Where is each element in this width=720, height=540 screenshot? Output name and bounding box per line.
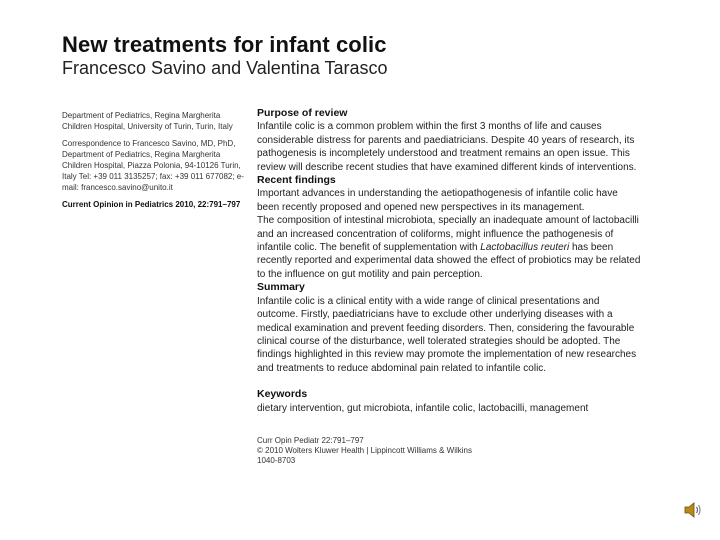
findings-heading: Recent findings [257, 174, 336, 187]
abstract-column [257, 107, 642, 415]
speaker-icon[interactable] [683, 500, 703, 520]
citation-line-1: Curr Opin Pediatr 22:791–797 [257, 436, 364, 445]
affiliation: Department of Pediatrics, Regina Margherita Children Hospital, University of Turin, Turin, Italy [62, 111, 233, 131]
paper-title: New treatments for infant colic [62, 32, 387, 57]
purpose-heading: Purpose of review [257, 107, 348, 119]
paper-authors: Francesco Savino and Valentina Tarasco [62, 58, 388, 78]
author-info-column [62, 110, 248, 216]
species-name: Lactobacillus reuteri [480, 242, 570, 254]
correspondence: Correspondence to Francesco Savino, MD, PhD, Department of Pediatrics, Regina Margherita Children Hospital, Piazza Polonia, 94-10126 Turin, Italy Tel: +39 011 3135257; fax: +39 011 677082; e-mail: francesco.savino@unito.it [62, 139, 244, 192]
summary-heading: Summary [257, 281, 305, 294]
findings-text-2-after: has been recently reported and experimental data showed the effect of probiotics may be related to the influence on gut motility and pain perception. [257, 242, 641, 280]
speaker-icon-graphic [683, 500, 703, 520]
keywords-heading: Keywords [257, 388, 308, 401]
findings-text-1: Important advances in understanding the aetiopathogenesis of infantile colic have been recently proposed and opened new perspectives in its management. [257, 188, 618, 213]
summary-text: Infantile colic is a clinical entity with a wide range of clinical presentations and outcome. Firstly, paediatricians have to exclude other underlying diseases with a medical examination and prevent feeding disorders. Then, considering the favourable clinical course of the disturbance, well tolerated strategies should be adopted. The findings highlighted in this review may promote the implementation of new researches and treatments to reduce abdominal pain related to infantile colic. [257, 295, 637, 374]
findings-text-2 [257, 214, 642, 281]
journal-reference: Current Opinion in Pediatrics 2010, 22:791–797 [62, 200, 241, 209]
purpose-text: Infantile colic is a common problem within the first 3 months of life and causes considerable distress for parents and paediatricians. Despite 40 years of research, its pathogenesis is incompletely understood and treatment remains an open issue. This review will describe recent studies that have examined different kinds of interventions. [257, 121, 637, 173]
keywords-text: dietary intervention, gut microbiota, infantile colic, lactobacilli, management [257, 402, 589, 414]
findings-text-2-before: The composition of intestinal microbiota, specially an inadequate amount of lactobacilli and an increased concentration of coliforms, might influence the pathogenesis of infantile colic. The benefit of supplementation with [257, 215, 639, 254]
citation-block [257, 436, 557, 466]
citation-line-2: © 2010 Wolters Kluwer Health | Lippincott Williams & Wilkins [257, 446, 473, 455]
citation-line-3: 1040-8703 [257, 456, 296, 465]
